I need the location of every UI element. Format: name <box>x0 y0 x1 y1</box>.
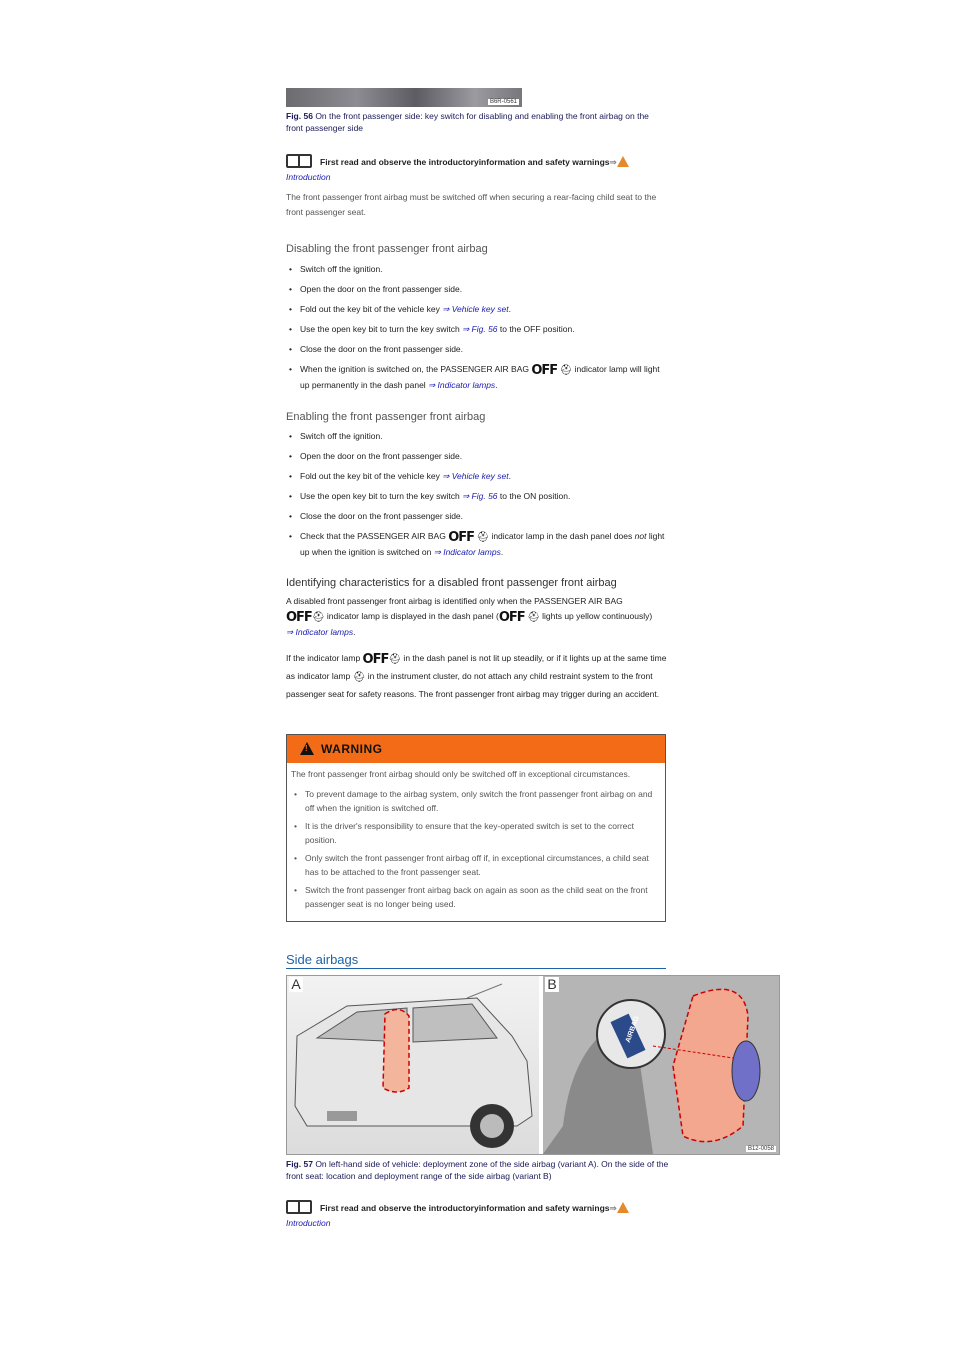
list-item <box>286 302 671 316</box>
fig56-caption <box>286 110 666 134</box>
read-first-notice-1 <box>286 152 686 170</box>
fig57-image-id: B12-0058 <box>747 1146 774 1152</box>
indicator-lamps-link[interactable]: ⇒ Indicator lamps <box>286 627 354 637</box>
fig57-caption-text: On left-hand side of vehicle: deployment zone of the side airbag (variant A). On the side of the front seat: location and deployment range of the side airbag (variant B) <box>286 1159 669 1181</box>
disable-steps <box>286 262 671 392</box>
step-text: . <box>500 547 504 557</box>
para-text: A disabled front passenger front airbag is identified only when the PASSENGER AIR BAG <box>286 596 623 606</box>
off-indicator-icon: OFF <box>498 610 525 625</box>
step-text: light up when the ignition is switched on <box>300 531 665 557</box>
step-text: indicator lamp will light up permanently in the dash panel <box>300 364 660 390</box>
fig57-caption <box>286 1158 686 1182</box>
child-seat-icon: ⛑ <box>476 532 490 543</box>
list-item: • Open the door on the front passenger side. <box>286 449 671 463</box>
disable-heading: Disabling the front passenger front airbag <box>286 243 488 255</box>
list-item: • It is the driver's responsibility to ensure that the key-operated switch is set to the correct position. <box>291 819 661 847</box>
list-item <box>286 489 671 503</box>
para-text: in the instrument cluster, do not attach any child restraint system to the front passenger seat for safety reasons. The front passenger front airbag may trigger during an accident. <box>286 671 660 699</box>
step-emphasis: not <box>634 531 647 541</box>
introduction-link[interactable]: Introduction <box>286 172 331 182</box>
book-icon <box>286 154 312 168</box>
list-item: • Close the door on the front passenger side. <box>286 509 671 523</box>
step-text: . <box>508 304 511 314</box>
step-text: to the ON position. <box>497 491 571 501</box>
fig57-image <box>286 975 780 1155</box>
warning-triangle-icon[interactable] <box>617 156 629 167</box>
child-seat-icon: ⛑ <box>527 612 540 623</box>
step-text: When the ignition is switched on, the PASSENGER AIR BAG <box>300 364 532 374</box>
list-item: • Switch off the ignition. <box>286 262 671 276</box>
list-item: • Only switch the front passenger front airbag off if, in exceptional circumstances, a child seat has to be attached to the front passenger seat. <box>291 851 661 879</box>
warning-intro: The front passenger front airbag should only be switched off in exceptional circumstances. <box>291 769 631 779</box>
list-item: • Switch off the ignition. <box>286 429 671 443</box>
step-text: to the OFF position. <box>497 324 575 334</box>
step-text: Use the open key bit to turn the key switch <box>300 324 463 334</box>
vehicle-key-set-link[interactable]: ⇒ Vehicle key set <box>442 471 509 481</box>
list-item: • To prevent damage to the airbag system, only switch the front passenger front airbag on and off when the ignition is switched off. <box>291 787 661 815</box>
list-item: • Switch the front passenger front airbag back on again as soon as the child seat on the front passenger seat is no longer being used. <box>291 883 661 911</box>
indicator-lamps-link[interactable]: ⇒ Indicator lamps <box>433 547 501 557</box>
para-text: . <box>353 627 356 637</box>
child-seat-icon: ⛑ <box>559 365 573 376</box>
arrow-glyph: ⇒ <box>609 157 617 167</box>
side-airbags-heading: Side airbags <box>286 952 666 969</box>
indicator-lamps-link[interactable]: ⇒ Indicator lamps <box>428 380 496 390</box>
child-seat-icon: ⛑ <box>311 612 325 623</box>
off-indicator-icon: OFF <box>531 363 558 378</box>
para-text: lights up yellow continuously) <box>539 611 653 621</box>
identify-paragraph-1 <box>286 594 671 640</box>
fig56-image <box>286 88 522 107</box>
warning-list <box>291 787 661 911</box>
fig56-link[interactable]: ⇒ Fig. 56 <box>462 491 498 501</box>
fig56-link[interactable]: ⇒ Fig. 56 <box>462 324 498 334</box>
off-indicator-icon: OFF <box>362 652 389 667</box>
book-icon <box>286 1200 312 1214</box>
step-text: Fold out the key bit of the vehicle key <box>300 471 443 481</box>
list-item <box>286 322 671 336</box>
step-text: Use the open key bit to turn the key switch <box>300 491 463 501</box>
read-first-notice-2 <box>286 1198 686 1216</box>
child-seat-icon: ⛑ <box>388 654 402 665</box>
warning-header <box>287 735 665 763</box>
warning-body <box>287 763 665 911</box>
panel-a-car-side <box>287 976 539 1154</box>
seat-airbag-illustration <box>543 976 779 1154</box>
warning-triangle-icon <box>300 742 314 755</box>
panel-b-label: B <box>545 977 559 992</box>
list-item <box>286 362 671 392</box>
warning-title: WARNING <box>321 742 383 756</box>
read-first-text: First read and observe the introductoryinformation and safety warnings <box>320 157 610 167</box>
vehicle-key-set-link[interactable]: ⇒ Vehicle key set <box>442 304 509 314</box>
para-text: in the dash panel is not lit up steadily, or if it lights up at the same time as indicator lamp <box>286 653 667 681</box>
para-text: If the indicator lamp <box>286 653 363 663</box>
panel-b-seat <box>543 976 779 1154</box>
introduction-link[interactable]: Introduction <box>286 1218 331 1228</box>
airbag-badge: AIRBAG <box>624 1015 641 1044</box>
list-item <box>286 469 671 483</box>
read-first-text: First read and observe the introductoryinformation and safety warnings <box>320 1203 610 1213</box>
intro-paragraph: The front passenger front airbag must be switched off when securing a rear-facing child seat to the front passenger seat. <box>286 192 657 217</box>
step-text: . <box>495 380 498 390</box>
para-text: indicator lamp is displayed in the dash panel ( <box>324 611 499 621</box>
list-item: • Close the door on the front passenger side. <box>286 342 671 356</box>
enable-heading: Enabling the front passenger front airbag <box>286 411 486 423</box>
step-text: Fold out the key bit of the vehicle key <box>300 304 443 314</box>
step-text: . <box>508 471 511 481</box>
car-side-illustration <box>287 976 539 1154</box>
fig56-image-id: B6R-0561 <box>489 99 517 105</box>
list-item: • Open the door on the front passenger side. <box>286 282 671 296</box>
off-indicator-icon: OFF <box>448 530 474 545</box>
fig56-caption-text: On the front passenger side: key switch for disabling and enabling the front airbag on the front passenger side <box>286 111 649 133</box>
identify-paragraph-2 <box>286 650 671 702</box>
identify-heading: Identifying characteristics for a disabled front passenger front airbag <box>286 577 617 589</box>
step-text: indicator lamp in the dash panel does <box>489 531 635 541</box>
warning-triangle-icon[interactable] <box>617 1202 629 1213</box>
enable-steps <box>286 429 671 559</box>
airbag-warning-icon: ⛑ <box>352 672 366 683</box>
off-indicator-icon: OFF <box>286 610 312 625</box>
step-text: Check that the PASSENGER AIR BAG <box>300 531 449 541</box>
warning-box <box>286 734 666 922</box>
fig57-number: Fig. 57 <box>286 1159 313 1169</box>
fig56-number: Fig. 56 <box>286 111 313 121</box>
list-item <box>286 529 671 559</box>
panel-a-label: A <box>289 977 303 992</box>
arrow-glyph: ⇒ <box>609 1203 617 1213</box>
